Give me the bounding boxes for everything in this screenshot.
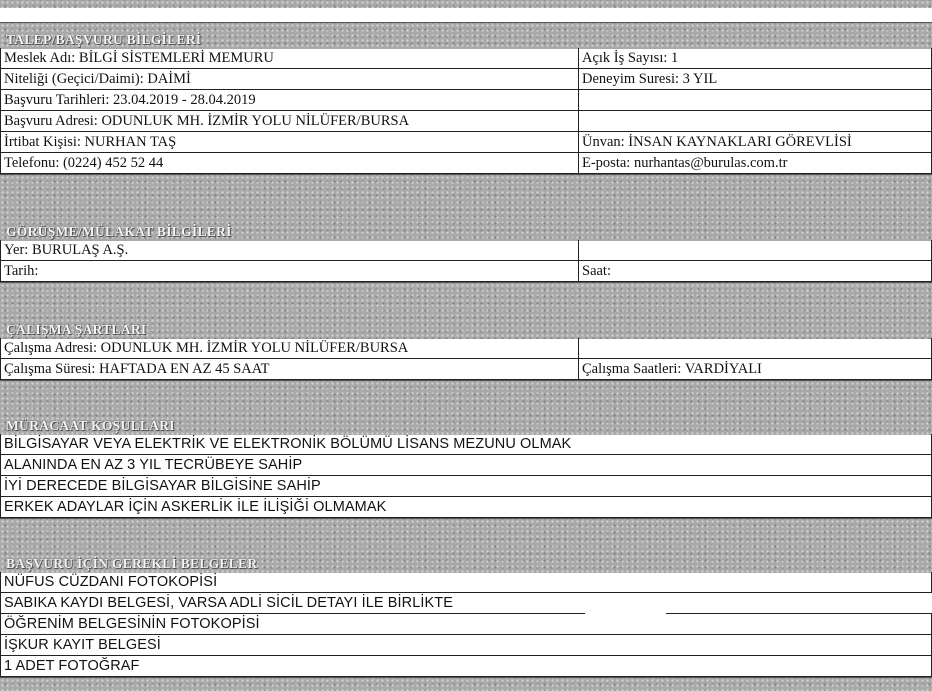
muracaat-kosulu: İYİ DERECEDE BİLGİSAYAR BİLGİSİNE SAHİP [0,476,932,496]
section-header-calisma [0,282,932,339]
calisma-adresi: Çalışma Adresi: ODUNLUK MH. İZMİR YOLU NİLÜFER/BURSA [0,338,578,358]
top-strip [0,0,932,8]
table-row [0,153,932,174]
gorusme-saati: Saat: [578,261,932,281]
gerekli-belge: İŞKUR KAYIT BELGESİ [0,635,932,655]
table-row [0,261,932,282]
list-item [0,614,932,635]
calisma-suresi: Çalışma Süresi: HAFTADA EN AZ 45 SAAT [0,359,578,379]
muracaat-kosulu: ERKEK ADAYLAR İÇİN ASKERLİK İLE İLİŞİĞİ OLMAMAK [0,497,932,517]
muracaat-kosulu: BİLGİSAYAR VEYA ELEKTRİK VE ELEKTRONİK BÖLÜMÜ LİSANS MEZUNU OLMAK [0,434,932,454]
telefon: Telefonu: (0224) 452 52 44 [0,153,578,173]
table-row [0,132,932,153]
eposta: E-posta: nurhantas@burulas.com.tr [578,153,932,173]
section-title: TALEP/BAŞVURU BİLGİLERİ [6,32,202,47]
calisma-saatleri: Çalışma Saatleri: VARDİYALI [578,359,932,379]
meslek-adi: Meslek Adı: BİLGİ SİSTEMLERİ MEMURU [0,48,578,68]
section-header-gorusme [0,174,932,241]
list-item [0,635,932,656]
deneyim-suresi: Deneyim Suresi: 3 YIL [578,69,932,89]
section-header-talep [0,22,932,49]
gerekli-belge: NÜFUS CÜZDANI FOTOKOPİSİ [0,572,932,592]
basvuru-tarihleri: Başvuru Tarihleri: 23.04.2019 - 28.04.2019 [0,90,578,110]
table-row [0,338,932,359]
section-header-belgeler [0,518,932,573]
list-item [0,434,932,455]
unvan: Ünvan: İNSAN KAYNAKLARI GÖREVLİSİ [578,132,932,152]
basvuru-adresi: Başvuru Adresi: ODUNLUK MH. İZMİR YOLU NİLÜFER/BURSA [0,111,578,131]
section-title: GÖRÜŞME/MÜLAKAT BİLGİLERİ [6,224,232,239]
list-item [0,593,932,614]
gorusme-tarihi: Tarih: [0,261,578,281]
muracaat-kosulu: ALANINDA EN AZ 3 YIL TECRÜBEYE SAHİP [0,455,932,475]
table-row [0,359,932,380]
empty-cell [578,90,932,110]
table-row [0,48,932,69]
section-title: BAŞVURU İÇİN GEREKLİ BELGELER [6,556,258,571]
table-row [0,69,932,90]
empty-cell [578,338,932,358]
empty-cell [578,111,932,131]
gorusme-yeri: Yer: BURULAŞ A.Ş. [0,240,578,260]
list-item [0,476,932,497]
bottom-strip [0,677,932,691]
acik-is-sayisi: Açık İş Sayısı: 1 [578,48,932,68]
gerekli-belge: 1 ADET FOTOĞRAF [0,656,932,676]
table-row [0,90,932,111]
list-item [0,455,932,476]
section-title: MÜRACAAT KOŞULLARI [6,418,175,433]
gerekli-belge: SABIKA KAYDI BELGESİ, VARSA ADLİ SİCİL DETAYI İLE BİRLİKTE [0,593,932,613]
list-item [0,572,932,593]
nitelik: Niteliği (Geçici/Daimi): DAİMİ [0,69,578,89]
list-item [0,656,932,677]
table-row [0,111,932,132]
empty-cell [578,240,932,260]
table-row [0,240,932,261]
irtibat-kisisi: İrtibat Kişisi: NURHAN TAŞ [0,132,578,152]
gerekli-belge: ÖĞRENİM BELGESİNİN FOTOKOPİSİ [0,614,932,634]
list-item [0,497,932,518]
section-title: ÇALIŞMA ŞARTLARI [6,322,147,337]
section-header-muracaat [0,380,932,435]
